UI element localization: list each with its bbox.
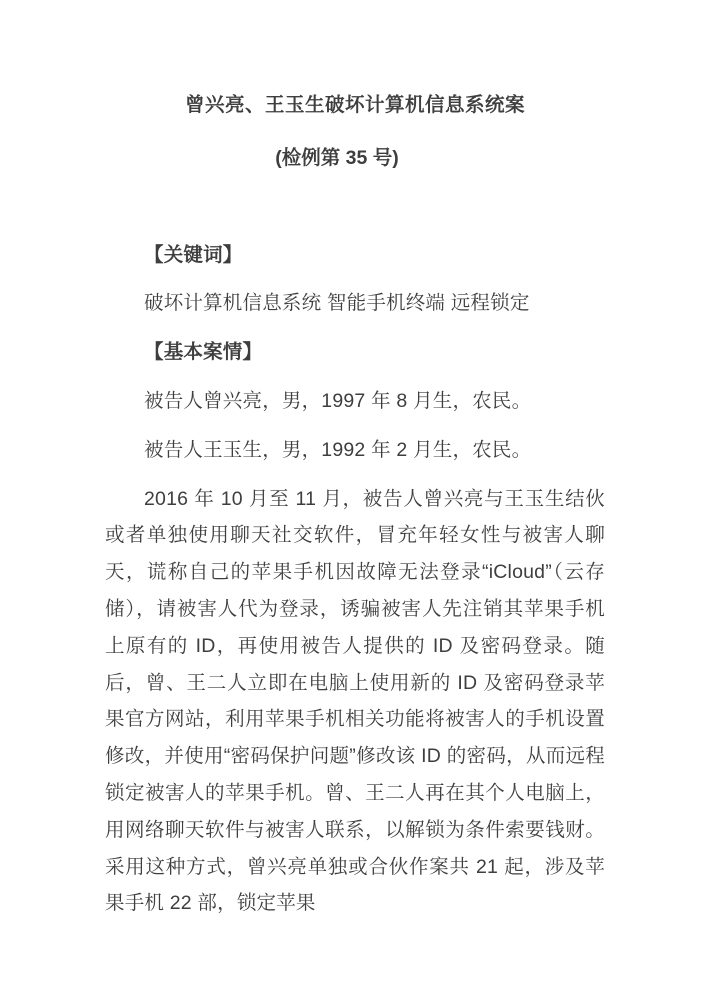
defendant-line-1: 被告人曾兴亮，男，1997 年 8 月生，农民。 [144,389,532,412]
case-number: (检例第 35 号) [275,146,399,169]
keywords-line: 破坏计算机信息系统 智能手机终端 远程锁定 [144,292,530,315]
section-heading-keywords: 【关键词】 [144,243,243,266]
document-title: 曾兴亮、王玉生破坏计算机信息系统案 [184,94,525,116]
defendant-line-2: 被告人王玉生，男，1992 年 2 月生，农民。 [144,438,532,461]
section-heading-basic-facts: 【基本案情】 [144,341,263,364]
case-facts-paragraph: 2016 年 10 月至 11 月，被告人曾兴亮与王玉生结伙或者单独使用聊天社交软件，冒充年轻女性与被害人聊天，谎称自己的苹果手机因故障无法登录“iCloud”（云存储），请被害人代为登录，诱骗被害人先注销其苹果手机上原有的 ID，再使用被告人提供的 ID 及密码登录。随后，曾、王二人立即在电脑上使用新的 ID 及密码登录苹果官方网站，利用苹果手机相关功能将被害人的手机设置修改，并使用“密码保护问题”修改该 ID 的密码，从而远程锁定被害人的苹果手机。曾、王二人再在其个人电脑上，用网络聊天软件与被害人联系，以解锁为条件索要钱财。采用这种方式，曾兴亮单独或合伙作案共 21 起，涉及苹果手机 22 部，锁定苹果 [105,487,605,915]
